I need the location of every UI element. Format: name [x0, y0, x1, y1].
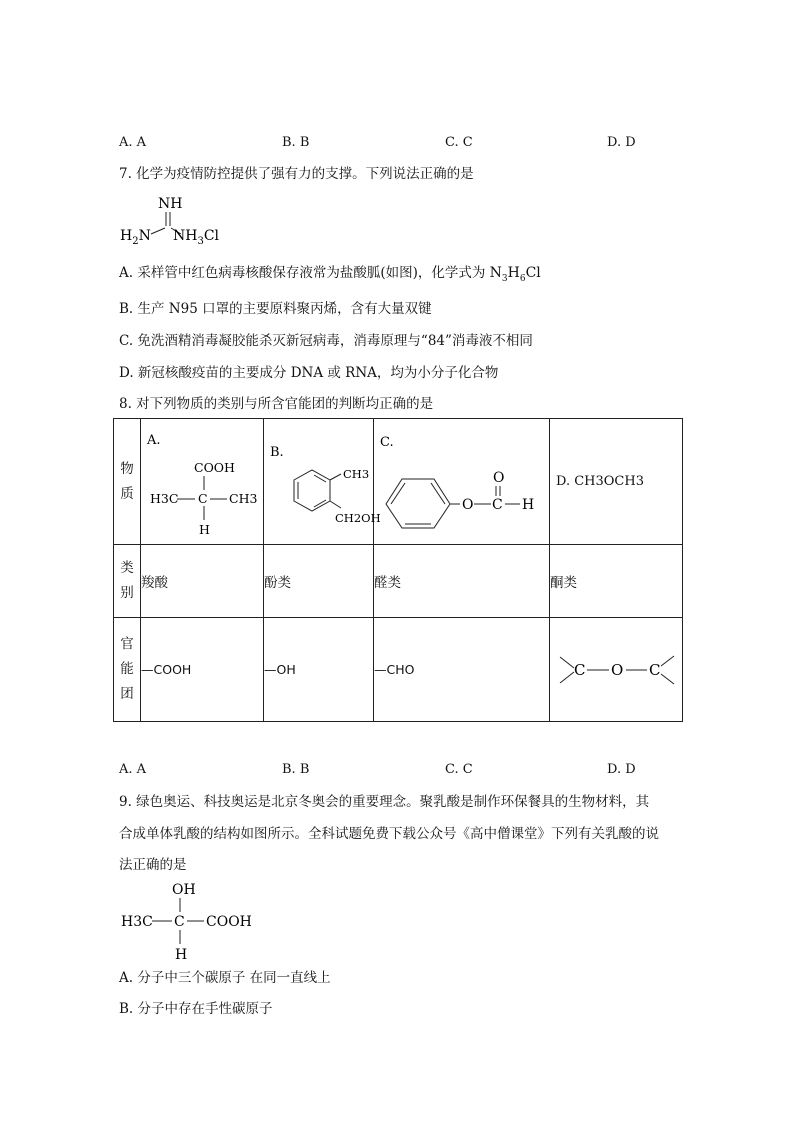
svg-text:O: O [493, 469, 505, 486]
q8-option-b: B. B [282, 762, 310, 777]
q9-option-a: A. 分子中三个碳原子 在同一直线上 [119, 970, 331, 986]
svg-text:C: C [198, 490, 208, 506]
q8-struct-c [374, 420, 550, 544]
svg-text:H2N: $H_2N$ [120, 228, 151, 247]
q7-struct-nh: NH [158, 196, 183, 212]
lactic-acid-structure [117, 876, 267, 966]
q7-stem: 7. 化学为疫情防控提供了强有力的支撑。下列说法正确的是 [119, 166, 474, 182]
q9-stem-line-2: 合成单体乳酸的结构如图所示。全科试题免费下载公众号《高中僧课堂》下列有关乳酸的说 [119, 826, 659, 842]
q8-fg-a: —COOH [141, 618, 264, 722]
q8-category-a: 羧酸 [141, 545, 264, 618]
svg-text:A.: A. [147, 432, 161, 448]
q8-cell-substance-d: D. CH3OCH3 [550, 419, 683, 545]
q7-option-b: B. 生产 N95 口罩的主要原料聚丙烯，含有大量双键 [119, 301, 432, 317]
q7-option-c: C. 免洗酒精消毒凝胶能杀灭新冠病毒，消毒原理与“84”消毒液不相同 [119, 333, 533, 349]
svg-text:CH3: CH3 [343, 466, 370, 481]
q8-header-category: 类 别 [114, 545, 141, 618]
q6-option-d: D. D [607, 135, 636, 150]
q8-fg-c: —CHO [374, 618, 550, 722]
q7-struct-h: H [120, 228, 133, 244]
svg-text:NH3Cl: $NH_3Cl$ [173, 228, 220, 247]
q8-header-substance: 物 质 [114, 419, 141, 545]
svg-text:H3C: H3C [121, 914, 153, 930]
svg-text:C.: C. [380, 434, 394, 450]
q8-table [113, 418, 683, 722]
q9-stem-line-1: 9. 绿色奥运、科技奥运是北京冬奥会的重要理念。聚乳酸是制作环保餐具的生物材料，其 [119, 794, 650, 810]
svg-text:O: O [611, 660, 624, 679]
svg-text:C: C [574, 660, 586, 679]
q6-option-c: C. C [445, 135, 473, 150]
q8-cell-substance-b [264, 419, 381, 545]
svg-text:H: H [199, 521, 210, 537]
q8-stem: 8. 对下列物质的类别与所含官能团的判断均正确的是 [119, 396, 434, 412]
q8-header-functional-group: 官 能 团 [114, 618, 141, 722]
guanidine-hydrochloride-structure [115, 190, 225, 250]
q8-struct-b [264, 420, 381, 544]
svg-text:H3C: H3C [150, 490, 179, 506]
svg-text:C: C [492, 496, 503, 513]
q8-ether-bond-structure [550, 620, 683, 720]
q7-option-d: D. 新冠核酸疫苗的主要成分 DNA 或 RNA，均为小分子化合物 [119, 365, 499, 381]
svg-text:C: C [174, 914, 185, 930]
q7-formula: $N_3H_6Cl$ [489, 265, 541, 284]
svg-text:CH2OH: CH2OH [335, 510, 381, 525]
q6-option-b: B. B [282, 135, 310, 150]
q8-category-d: 酮类 [550, 545, 683, 618]
q9-stem-line-3: 法正确的是 [119, 857, 187, 873]
q8-struct-a [141, 420, 263, 544]
q8-option-d: D. D [607, 762, 636, 777]
q8-row-category [114, 545, 683, 618]
q8-option-c: C. C [445, 762, 473, 777]
svg-text:COOH: COOH [206, 914, 252, 930]
q8-option-a: A. A [119, 762, 147, 777]
q8-category-b: 酚类 [264, 545, 374, 618]
q8-row-substance [114, 419, 683, 545]
q8-cell-substance-a [141, 419, 264, 545]
svg-text:H: H [175, 947, 188, 963]
q8-fg-b: —OH [264, 618, 374, 722]
svg-text:B.: B. [270, 444, 284, 460]
svg-text:OH: OH [172, 882, 196, 898]
q9-option-b: B. 分子中存在手性碳原子 [119, 1001, 273, 1017]
svg-text:O: O [462, 496, 474, 513]
q8-fg-d [550, 618, 683, 722]
svg-text:C: C [649, 660, 661, 679]
q8-category-c: 醛类 [374, 545, 550, 618]
svg-text:CH3: CH3 [229, 490, 258, 506]
q7-struct-nh3: NH [173, 228, 198, 244]
q8-row-functional-group [114, 618, 683, 722]
q8-cell-substance-c [374, 419, 550, 545]
svg-text:H: H [522, 496, 535, 513]
q6-option-a: A. A [119, 135, 147, 150]
svg-text:COOH: COOH [194, 459, 235, 475]
q7-option-a: A. 采样管中红色病毒核酸保存液常为盐酸胍(如图)，化学式为 $N_3H_6Cl$ [119, 265, 541, 284]
